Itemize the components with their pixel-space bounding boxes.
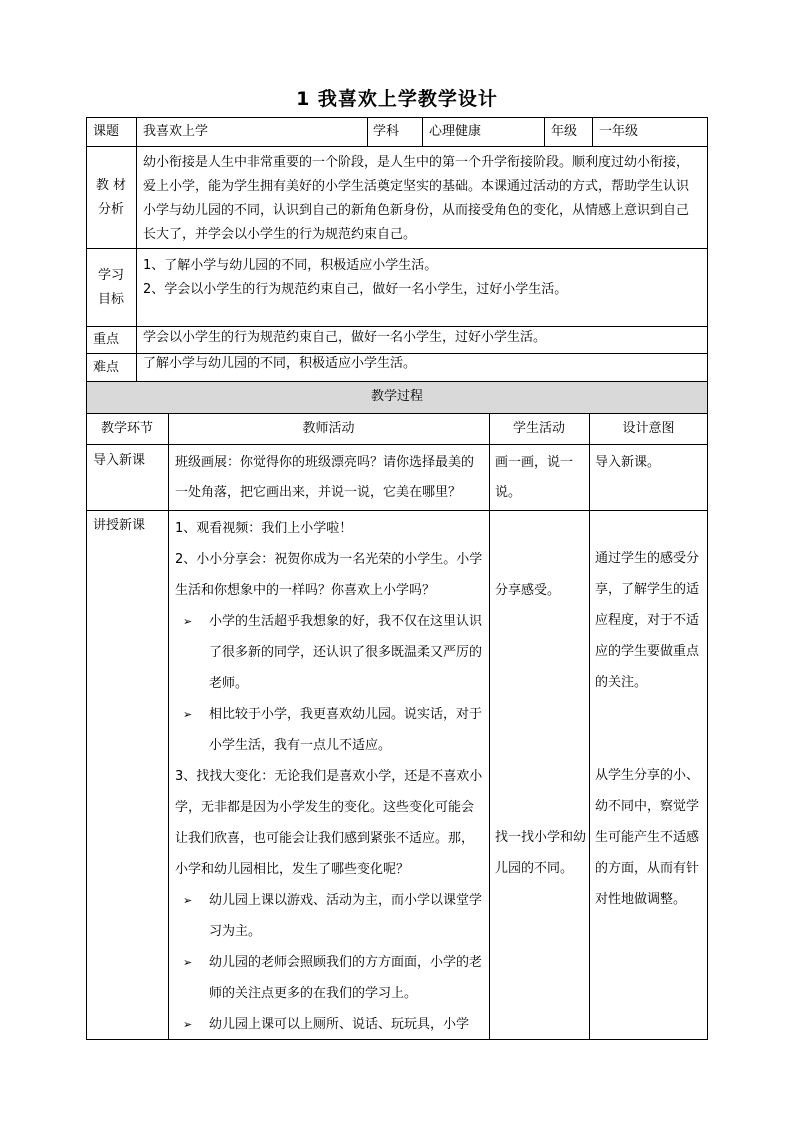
intent-intro: 导入新课。 xyxy=(595,455,661,470)
teacher-bullet xyxy=(175,885,485,947)
topic-label: 课题 xyxy=(93,124,120,139)
teacher-bullet-text: 幼儿园上课以游戏、活动为主，而小学以课堂学习为主。 xyxy=(209,893,483,939)
grid-line xyxy=(86,248,708,249)
analysis-label-line1: 教 材 xyxy=(95,178,127,193)
teacher-bullet-text: 小学的生活超乎我想象的好，我不仅在这里认识了很多新的同学，还认识了很多既温柔又严厉的老师。 xyxy=(209,614,483,691)
bullet-arrow-icon: ➢ xyxy=(183,708,193,721)
bullet-arrow-icon: ➢ xyxy=(183,894,193,907)
subject-value: 心理健康 xyxy=(429,124,482,139)
grid-line xyxy=(589,413,590,1040)
teacher-bullet-text: 幼儿园上课可以上厕所、说话、玩玩具，小学 xyxy=(209,1017,470,1032)
page-title: 1 我喜欢上学教学设计 xyxy=(296,88,498,110)
difficulty-text: 了解小学与幼儿园的不同，积极适应小学生活。 xyxy=(143,356,417,371)
topic-value: 我喜欢上学 xyxy=(143,124,209,139)
grid-line xyxy=(86,444,708,445)
bullet-arrow-icon: ➢ xyxy=(183,1018,193,1031)
grid-line xyxy=(422,117,423,146)
subject-label: 学科 xyxy=(373,124,400,139)
student-intro: 画一画，说一说。 xyxy=(495,455,574,500)
teacher-intro: 班级画展：你觉得你的班级漂亮吗？请你选择最美的一处角落，把它画出来，并说一说，它美在哪里？ xyxy=(175,455,475,500)
student-share: 分享感受。 xyxy=(495,583,561,598)
teacher-step: 3、找找大变化：无论我们是喜欢小学，还是不喜欢小学，无非都是因为小学发生的变化。这些变化可能会让我们欣喜，也可能会让我们感到紧张不适应。那，小学和幼儿园相比，发生了哪些变化呢？ xyxy=(175,769,483,877)
grid-line xyxy=(86,510,708,511)
bullet-arrow-icon: ➢ xyxy=(183,615,193,628)
grid-line xyxy=(136,117,137,381)
analysis-text: 幼小衔接是人生中非常重要的一个阶段，是人生中的第一个升学衔接阶段。顺利度过幼小衔接，爱上小学，能为学生拥有美好的小学生活奠定坚实的基础。本课通过活动的方式，帮助学生认识小学与幼儿园的不同，认识到自己的新角色新身份，从而接受角色的变化，从情感上意识到自己长大了，并学会以小学生的行为规范约束自己。 xyxy=(143,155,690,242)
process-title: 教学过程 xyxy=(370,389,423,404)
header-student: 学生活动 xyxy=(512,421,565,436)
header-stage: 教学环节 xyxy=(100,421,153,436)
grid-line xyxy=(86,146,708,147)
grid-line xyxy=(544,117,545,146)
teacher-step: 2、小小分享会：祝贺你成为一名光荣的小学生。小学生活和你想象中的一样吗？你喜欢上小学吗？ xyxy=(175,552,483,598)
teacher-new-lesson xyxy=(175,513,485,1040)
analysis-label-line2: 分析 xyxy=(97,202,124,217)
teacher-bullet xyxy=(175,947,485,1009)
teacher-bullet-text: 相比较于小学，我更喜欢幼儿园。说实话，对于小学生活，我有一点儿不适应。 xyxy=(209,707,483,753)
goal-item: 1、了解小学与幼儿园的不同，积极适应小学生活。 xyxy=(143,258,438,273)
teacher-bullet-text: 幼儿园的老师会照顾我们的方方面面，小学的老师的关注点更多的在我们的学习上。 xyxy=(209,955,483,1001)
grid-line xyxy=(489,413,490,1040)
goal-item: 2、学会以小学生的行为规范约束自己，做好一名小学生，过好小学生活。 xyxy=(143,282,568,297)
header-teacher: 教师活动 xyxy=(302,421,355,436)
goals-list xyxy=(143,254,701,302)
grid-line xyxy=(367,117,368,146)
grade-label: 年级 xyxy=(551,124,578,139)
intent-share: 通过学生的感受分享，了解学生的适应程度，对于不适应的学生要做重点的关注。 xyxy=(595,551,700,690)
teacher-bullet xyxy=(175,606,485,699)
stage-new-lesson: 讲授新课 xyxy=(93,518,146,533)
stage-intro: 导入新课 xyxy=(93,453,146,468)
teacher-bullet xyxy=(175,699,485,761)
goals-label-line2: 目标 xyxy=(97,292,124,307)
grid-line xyxy=(86,413,708,414)
goals-label xyxy=(86,264,136,312)
grade-value: 一年级 xyxy=(599,124,639,139)
goals-label-line1: 学习 xyxy=(97,268,124,283)
student-find-diff: 找一找小学和幼儿园的不同。 xyxy=(495,830,587,876)
key-label: 重点 xyxy=(93,332,120,347)
difficulty-label: 难点 xyxy=(93,360,120,375)
analysis-label xyxy=(86,174,136,222)
grid-line xyxy=(592,117,593,146)
grid-line xyxy=(168,413,169,1040)
grid-line xyxy=(86,381,708,382)
header-intent: 设计意图 xyxy=(622,421,675,436)
key-text: 学会以小学生的行为规范约束自己，做好一名小学生，过好小学生活。 xyxy=(143,330,547,345)
teacher-step: 1、观看视频：我们上小学啦！ xyxy=(175,521,353,536)
bullet-arrow-icon: ➢ xyxy=(183,956,193,969)
intent-diff: 从学生分享的小、幼不同中，察觉学生可能产生不适感的方面，从而有针对性地做调整。 xyxy=(595,768,700,907)
teacher-bullet xyxy=(175,1009,485,1040)
